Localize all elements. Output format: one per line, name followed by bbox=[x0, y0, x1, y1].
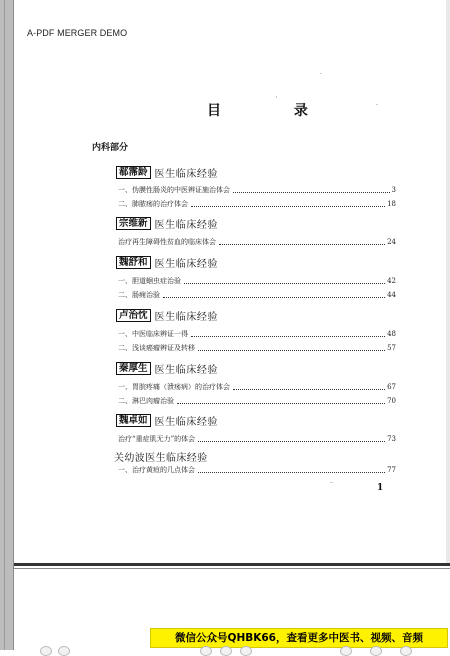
entry-page: 70 bbox=[387, 397, 396, 405]
entry-text: 治疗再生障碍性贫血的临床体会 bbox=[118, 238, 216, 246]
toc-entry[interactable] bbox=[118, 276, 396, 286]
entry-text: 二、淋巴肉瘤治验 bbox=[118, 397, 174, 405]
entry-page: 57 bbox=[387, 344, 396, 352]
toc-group-heading bbox=[116, 255, 218, 269]
group-title: 医生临床经验 bbox=[154, 416, 219, 428]
entry-text: 一、胃脘疼痛（溃疡病）的治疗体会 bbox=[118, 383, 230, 391]
author-stamp: 魏卓如 bbox=[116, 414, 151, 427]
watermark-label: A-PDF MERGER DEMO bbox=[27, 28, 128, 38]
toc-title: 目 录 bbox=[207, 103, 342, 119]
toc-group-heading bbox=[116, 308, 218, 322]
dot-leader bbox=[219, 244, 385, 245]
page-right-edge bbox=[446, 0, 450, 563]
author-stamp: 宗维新 bbox=[116, 217, 151, 230]
dot-leader bbox=[233, 192, 390, 193]
entry-text: 一、伪膜性肠炎的中医辨证施治体会 bbox=[118, 186, 230, 194]
entry-text: 二、浅谈癌瘤辨证及转移 bbox=[118, 344, 195, 352]
entry-page: 42 bbox=[387, 277, 396, 285]
scan-speck bbox=[376, 104, 378, 105]
page-separator bbox=[14, 563, 450, 566]
toc-entry[interactable] bbox=[118, 237, 396, 247]
entry-page: 67 bbox=[387, 383, 396, 391]
group-title: 医生临床经验 bbox=[154, 219, 219, 231]
entry-text: 一、治疗黄疸的几点体会 bbox=[118, 466, 195, 474]
scan-speck bbox=[330, 482, 333, 483]
dot-leader bbox=[198, 441, 385, 442]
toc-entry[interactable] bbox=[118, 396, 396, 406]
author-stamp: 卢治忱 bbox=[116, 309, 151, 322]
entry-text: 一、胆道蛔虫症治验 bbox=[118, 277, 181, 285]
bottom-decoration bbox=[40, 646, 446, 650]
dot-leader bbox=[191, 206, 385, 207]
entry-page: 73 bbox=[387, 435, 396, 443]
author-stamp: 魏舒和 bbox=[116, 256, 151, 269]
entry-page: 77 bbox=[387, 466, 396, 474]
dot-leader bbox=[177, 403, 385, 404]
circle-icon bbox=[40, 646, 52, 656]
toc-group-heading bbox=[116, 165, 218, 179]
toc-entry[interactable] bbox=[118, 382, 396, 392]
author-stamp: 秦厚生 bbox=[116, 362, 151, 375]
circle-icon bbox=[370, 646, 382, 656]
scan-speck bbox=[276, 96, 277, 98]
dot-leader bbox=[184, 283, 385, 284]
entry-page: 44 bbox=[387, 291, 396, 299]
toc-entry[interactable] bbox=[118, 185, 396, 195]
entry-text: 二、肠痈治验 bbox=[118, 291, 160, 299]
toc-entry[interactable] bbox=[118, 290, 396, 300]
toc-group-heading: 关幼波医生临床经验 bbox=[114, 453, 208, 464]
dot-leader bbox=[191, 336, 385, 337]
viewer-left-frame bbox=[0, 0, 14, 650]
entry-page: 18 bbox=[387, 200, 396, 208]
section-heading: 内科部分 bbox=[92, 143, 129, 153]
dot-leader bbox=[233, 389, 385, 390]
page-number: 1 bbox=[377, 483, 384, 493]
group-title: 医生临床经验 bbox=[154, 258, 219, 270]
group-title: 医生临床经验 bbox=[154, 364, 219, 376]
scan-speck bbox=[320, 73, 322, 74]
toc-group-heading bbox=[116, 361, 218, 375]
page-separator-thin bbox=[14, 568, 450, 569]
toc-entry[interactable] bbox=[118, 434, 396, 444]
circle-icon bbox=[200, 646, 212, 656]
dot-leader bbox=[198, 472, 385, 473]
toc-entry[interactable] bbox=[118, 329, 396, 339]
promo-banner[interactable]: 微信公众号QHBK66，查看更多中医书、视频、音频 bbox=[150, 628, 448, 648]
toc-entry[interactable] bbox=[118, 465, 396, 475]
toc-entry[interactable] bbox=[118, 199, 396, 209]
circle-icon bbox=[220, 646, 232, 656]
author-stamp: 郗霈龄 bbox=[116, 166, 151, 179]
circle-icon bbox=[400, 646, 412, 656]
dot-leader bbox=[163, 297, 385, 298]
group-title: 医生临床经验 bbox=[154, 168, 219, 180]
entry-text: 治疗“重症肌无力”的体会 bbox=[118, 435, 196, 443]
circle-icon bbox=[58, 646, 70, 656]
group-title: 医生临床经验 bbox=[154, 311, 219, 323]
dot-leader bbox=[198, 350, 385, 351]
entry-page: 24 bbox=[387, 238, 396, 246]
entry-page: 3 bbox=[391, 186, 396, 194]
entry-page: 48 bbox=[387, 330, 396, 338]
toc-group-heading bbox=[116, 413, 218, 427]
entry-text: 一、中医临床辨证一得 bbox=[118, 330, 188, 338]
circle-icon bbox=[240, 646, 252, 656]
toc-entry[interactable] bbox=[118, 343, 396, 353]
entry-text: 二、肺脓疡的治疗体会 bbox=[118, 200, 188, 208]
circle-icon bbox=[340, 646, 352, 656]
toc-group-heading bbox=[116, 216, 218, 230]
